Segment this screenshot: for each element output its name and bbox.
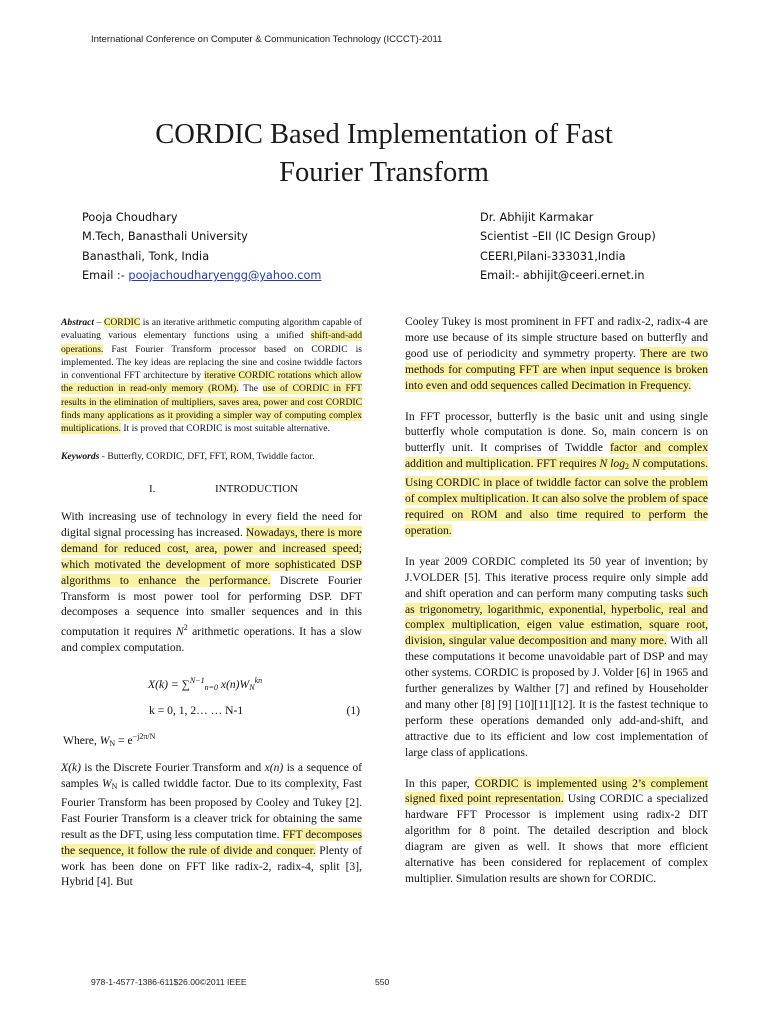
highlight: shift-and-add operations. (61, 330, 362, 355)
abstract-label: Abstract (61, 317, 95, 328)
math-sub: 2 (625, 462, 629, 472)
eq-rhs: x(n)W (217, 678, 250, 692)
abstract-text: It is proved that CORDIC is most suitable alternative. (120, 423, 330, 435)
author-email-link[interactable]: poojachoudharyengg@yahoo.com (128, 268, 322, 282)
email-prefix: Email :- (82, 268, 129, 282)
eq-lhs: X(k) = ∑ (148, 678, 190, 692)
keywords (61, 450, 362, 463)
highlight-text: factor and complex addition and multiplication. FFT requires (405, 441, 708, 471)
eq-range-text: k = 0, 1, 2… … N-1 (149, 704, 244, 718)
author-email-line (82, 266, 321, 285)
highlight: There are two methods for computing FFT are when input sequence is broken into even and odd sequences called Decimation in Frequency. (405, 346, 708, 392)
highlight: such as trigonometry, logarithmic, exponential, hyperbolic, real and complex multiplication, eigen value estimation, square root, division, singular value decomposition and many more. (405, 586, 708, 648)
abstract-text: Fast Fourier Transform processor based on CORDIC is implemented. The key ideas are replacing the sine and cosine twiddle factors in conventional FFT architecture by (61, 343, 362, 382)
where-sub: N (109, 739, 116, 749)
where-label: Where, (63, 734, 100, 748)
right-paragraph-1 (405, 314, 708, 394)
body-text: In this paper, (405, 776, 475, 790)
intro-text: is a sequence of samples (61, 761, 362, 791)
keywords-text: - Butterfly, CORDIC, DFT, FFT, ROM, Twiddle factor. (99, 450, 315, 462)
eq-sub: n=0 (204, 683, 218, 693)
highlight: FFT decomposes the sequence, it follow the rule of divide and conquer. (61, 827, 362, 857)
intro-paragraph-2 (61, 760, 362, 890)
title-line-1: CORDIC Based Implementation of Fast (155, 119, 613, 150)
equation-range (61, 700, 362, 722)
math-sup: 2 (183, 623, 188, 633)
body-text: With all these computations it become unavoidable part of DSP and may other systems. CORDIC is proposed by J. Volder [6] in 1965 and further generalizes by Walther [7] and refined by Householder and many other [8] [9] [10][11][12]. It is the fastest technique to perform these operations demanded only add-and-shift, and attractive due to its efficient and low cost implementation of large class of applications. (405, 634, 708, 759)
highlight: Nowadays, there is more demand for reduced cost, area, power and increased speed; which motivated the development of more sophisticated DSP algorithms to enhance the performance. (61, 525, 362, 587)
abstract (61, 316, 362, 436)
intro-paragraph-1 (61, 509, 362, 656)
math-nlog: N log (599, 457, 625, 471)
equation-where (61, 726, 362, 748)
author-location: CEERI,Pilani-333031,India (480, 249, 626, 263)
page-number: 550 (375, 977, 390, 987)
right-column (405, 314, 708, 887)
paper-title (40, 116, 728, 192)
abstract-text: is an iterative arithmetic computing algorithm capable of evaluating various elementary functions using a unified (61, 317, 363, 342)
highlight: CORDIC is implemented using 2’s complement signed fixed point representation. (405, 776, 708, 806)
highlight (405, 441, 708, 537)
author-affiliation: M.Tech, Banasthali University (82, 230, 248, 244)
math-sub: N (111, 782, 118, 792)
section-title: INTRODUCTION (215, 482, 299, 495)
author-block-1 (82, 208, 321, 285)
where-sup: −j2π/N (132, 732, 156, 742)
eq-w-sub: N (249, 683, 255, 693)
title-line-2: Fourier Transform (279, 157, 489, 188)
intro-text: is called twiddle factor. Due to its complexity, Fast Fourier Transform has been proposed by Cooley and Tukey [2]. Fast Fourier Transform is a cleaver trick for obtaining the same result as the DFT, using less computation time. (61, 777, 363, 841)
intro-text: arithmetic operations. It has a slow and complex computation. (61, 625, 363, 655)
eq-sup: N−1 (189, 676, 205, 686)
author-name: Dr. Abhijit Karmakar (480, 211, 594, 224)
highlight: use of CORDIC in FFT results in the elimination of multipliers, saves area, power and cost CORDIC finds many applications as it providing a simpler way of computing complex multiplications. (61, 383, 363, 435)
abstract-text: The (238, 383, 263, 395)
body-text: In year 2009 CORDIC completed its 50 year of invention; by J.VOLDER [5]. This iterative process require only simple add and shift operation and can perform many computing tasks (405, 554, 708, 600)
right-paragraph-4 (405, 776, 708, 887)
highlight: iterative CORDIC rotations which allow the reduction in read-only memory (ROM). (61, 370, 362, 395)
author-location: Banasthali, Tonk, India (82, 249, 210, 263)
body-text: Cooley Tukey is most prominent in FFT and radix-2, radix-4 are more use because of its simple structure based on butterfly and good use of periodicity and symmetry property. (405, 315, 708, 360)
conference-header: International Conference on Computer & Communication Technology (ICCCT)-2011 (91, 34, 443, 45)
intro-text: With increasing use of technology in every field the need for digital signal processing has increased. (61, 509, 362, 539)
equation-body (148, 670, 262, 699)
equation-dft (61, 670, 362, 692)
section-heading (61, 482, 362, 496)
keywords-label: Keywords (61, 450, 100, 462)
math-wn: W (101, 777, 112, 791)
body-text: In FFT processor, butterfly is the basic unit and using single butterfly whole computation is done. So, main concern is on butterfly unit. It comprises of Twiddle (405, 409, 708, 455)
eq-w-sup: kn (254, 676, 263, 686)
highlight: CORDIC (103, 317, 141, 328)
where-rhs: = e (115, 734, 133, 748)
email-prefix: Email:- (480, 268, 523, 282)
body-text: Using CORDIC a specialized hardware FFT Processor is implement using radix-2 DIT algorithm for 8 point. The detailed description and block diagram are given as well. It shows that more efficient alternative has been considered for replacement of complex multiplier. Simulation results are shown for CORDIC. (405, 792, 708, 885)
intro-text: is the Discrete Fourier Transform and (80, 761, 265, 775)
math-xk: X(k) (61, 761, 81, 775)
right-paragraph-2 (405, 409, 708, 539)
abstract-dash: – (94, 317, 104, 328)
right-paragraph-3 (405, 554, 708, 761)
where-body (63, 726, 155, 755)
author-email: abhijit@ceeri.ernet.in (522, 268, 645, 282)
author-affiliation: Scientist –EII (IC Design Group) (480, 230, 656, 244)
intro-text: Plenty of work has been done on FFT like radix-2, radix-4, split [3], Hybrid [4]. But (61, 843, 362, 889)
author-block-2 (480, 208, 656, 285)
author-email-line (480, 266, 656, 285)
where-w: W (99, 734, 110, 748)
math-n: N (176, 625, 184, 639)
math-n: N (629, 457, 640, 471)
math-xn: x(n) (264, 761, 284, 775)
equation-number: (1) (346, 704, 360, 718)
section-number: I. (149, 482, 156, 495)
left-column (61, 316, 362, 890)
highlight-text: computations. Using CORDIC in place of twiddle factor can solve the problem of complex multiplication. It can also solve the problem of space required on ROM and also time required to perform the operation. (405, 457, 708, 537)
footer-isbn: 978-1-4577-1386-611$26.00©2011 IEEE (91, 977, 247, 987)
intro-text: Discrete Fourier Transform is most power tool for performing DSP. DFT decomposes a sequence into smaller sequences and in this computation it requires (61, 573, 362, 639)
author-name: Pooja Choudhary (82, 211, 178, 224)
